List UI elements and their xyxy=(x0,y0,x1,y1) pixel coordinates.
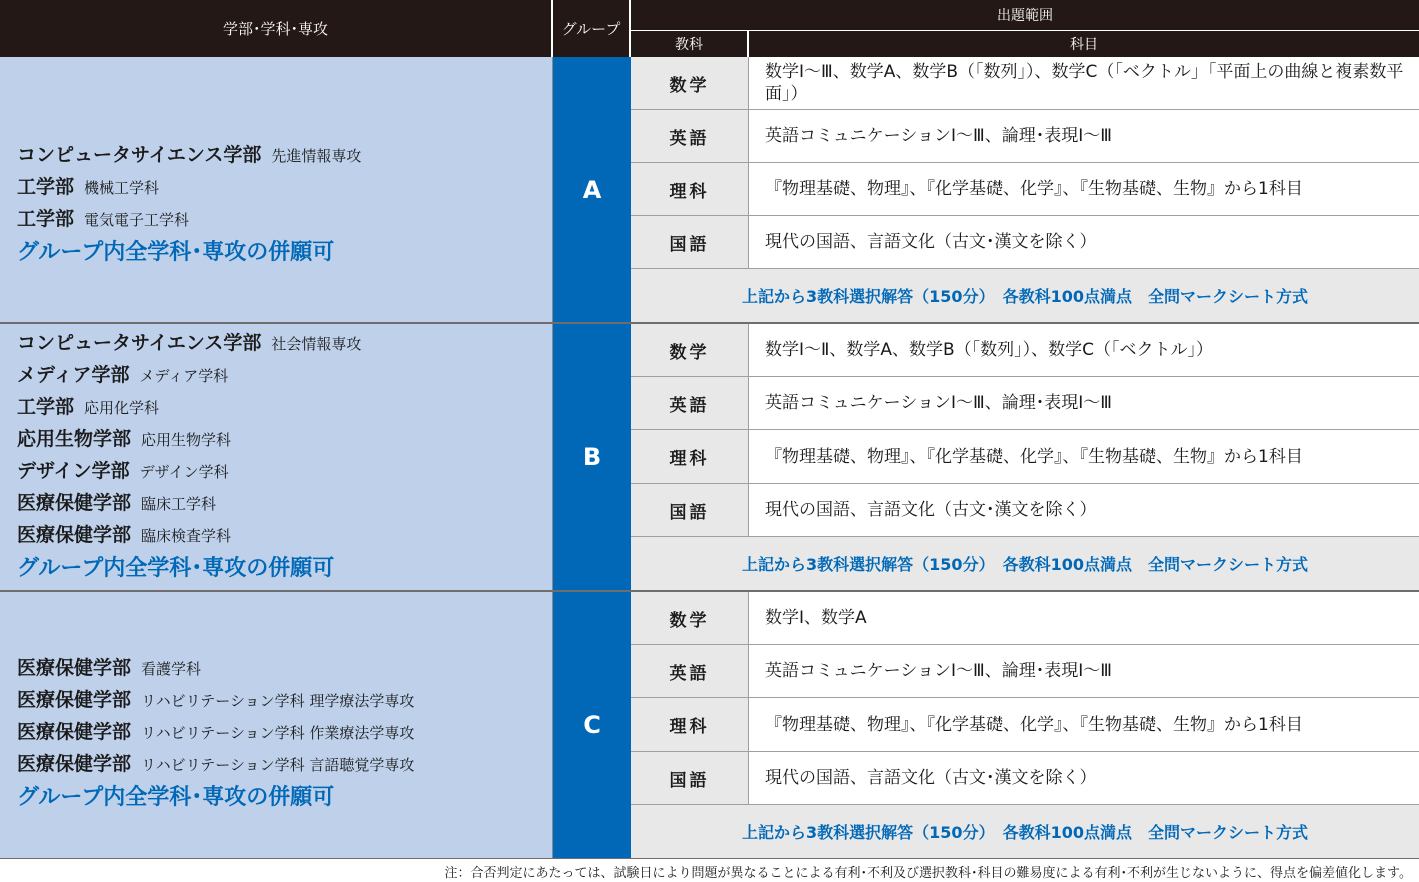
subject-name: 数学 xyxy=(669,342,710,363)
group-note: グループ内全学科･専攻の併願可 xyxy=(17,785,335,810)
department-name: 応用化学科 xyxy=(84,399,160,417)
dept-line xyxy=(17,455,552,487)
dept-line xyxy=(17,203,552,235)
course-english xyxy=(749,377,1419,430)
course-text: 『物理基礎、物理』、『化学基礎、化学』、『生物基礎、生物』から1科目 xyxy=(765,714,1303,735)
course-math xyxy=(749,324,1419,377)
faculty-name: 応用生物学部 xyxy=(17,428,132,450)
group-a-summary xyxy=(631,269,1419,322)
subject-english xyxy=(631,377,749,430)
department-name: リハビリテーション学科 作業療法学専攻 xyxy=(141,724,415,742)
department-name: 看護学科 xyxy=(141,660,202,678)
course-text: 現代の国語、言語文化（古文･漢文を除く） xyxy=(765,768,1097,788)
course-science xyxy=(749,430,1419,484)
course-text: 英語コミュニケーションⅠ～Ⅲ、論理･表現Ⅰ～Ⅲ xyxy=(765,126,1112,146)
footnote: 注：合否判定にあたっては、試験日により問題が異なることによる有利･不利及び選択教科･科目の難易度による有利･不利が生じないように、得点を偏差値化します。 xyxy=(444,866,1412,881)
faculty-name: 工学部 xyxy=(17,396,75,418)
course-japanese xyxy=(749,484,1419,537)
course-text: 数学Ⅰ、数学A xyxy=(765,608,867,628)
course-math xyxy=(749,57,1419,110)
faculty-name: コンピュータサイエンス学部 xyxy=(17,143,262,166)
group-label: B xyxy=(582,443,602,471)
dept-line xyxy=(17,487,552,519)
subject-name: 英語 xyxy=(669,128,710,149)
summary-text: 上記から3教科選択解答（150分） 各教科100点満点 全問マークシート方式 xyxy=(742,823,1308,842)
dept-line xyxy=(17,327,552,359)
faculty-name: コンピュータサイエンス学部 xyxy=(17,332,262,354)
group-b-summary xyxy=(631,537,1419,590)
dept-line xyxy=(17,171,552,203)
department-name: 応用生物学科 xyxy=(141,431,232,449)
subject-name: 国語 xyxy=(669,502,710,523)
course-text: 『物理基礎、物理』、『化学基礎、化学』、『生物基礎、生物』から1科目 xyxy=(765,446,1303,467)
table-bottom-border xyxy=(0,858,1419,859)
subject-math xyxy=(631,324,749,377)
subject-name: 国語 xyxy=(669,770,710,791)
group-label: C xyxy=(583,711,601,739)
dept-line xyxy=(17,684,552,716)
subject-japanese xyxy=(631,216,749,269)
subject-english xyxy=(631,110,749,163)
department-name: 臨床検査学科 xyxy=(141,527,232,545)
group-c-summary xyxy=(631,805,1419,858)
faculty-name: 工学部 xyxy=(17,207,75,230)
faculty-name: 医療保健学部 xyxy=(17,753,132,775)
subject-math xyxy=(631,57,749,110)
subject-name: 英語 xyxy=(669,663,710,684)
group-a-dept-cell xyxy=(0,57,553,322)
course-text: 現代の国語、言語文化（古文･漢文を除く） xyxy=(765,500,1097,520)
header-scope xyxy=(631,0,1419,30)
dept-line xyxy=(17,748,552,780)
faculty-name: デザイン学部 xyxy=(17,460,130,482)
subject-science xyxy=(631,430,749,484)
course-japanese xyxy=(749,216,1419,269)
dept-line xyxy=(17,391,552,423)
subject-name: 理科 xyxy=(669,181,710,202)
subject-name: 数学 xyxy=(669,75,710,96)
header-course xyxy=(749,31,1419,57)
group-note: グループ内全学科･専攻の併願可 xyxy=(17,556,335,581)
dept-line xyxy=(17,652,552,684)
faculty-name: メディア学部 xyxy=(17,364,130,386)
faculty-name: 医療保健学部 xyxy=(17,689,132,711)
dept-line xyxy=(17,139,552,171)
summary-text: 上記から3教科選択解答（150分） 各教科100点満点 全問マークシート方式 xyxy=(742,287,1308,306)
group-c-badge xyxy=(553,592,631,858)
group-label: A xyxy=(582,175,602,204)
subject-math xyxy=(631,592,749,645)
department-name: 先進情報専攻 xyxy=(271,146,362,165)
course-text: 英語コミュニケーションⅠ～Ⅲ、論理･表現Ⅰ～Ⅲ xyxy=(765,661,1112,681)
course-english xyxy=(749,645,1419,698)
header-subject xyxy=(631,31,747,57)
department-name: 電気電子工学科 xyxy=(84,210,190,229)
department-name: リハビリテーション学科 理学療法学専攻 xyxy=(141,692,415,710)
group-a-badge xyxy=(553,57,631,322)
dept-line xyxy=(17,716,552,748)
department-name: 臨床工学科 xyxy=(141,495,217,513)
subject-science xyxy=(631,163,749,216)
header-dept xyxy=(0,0,551,57)
faculty-name: 医療保健学部 xyxy=(17,524,132,546)
group-c-dept-cell xyxy=(0,592,553,858)
course-text: 『物理基礎、物理』、『化学基礎、化学』、『生物基礎、生物』から1科目 xyxy=(765,179,1303,199)
department-name: メディア学科 xyxy=(139,367,229,385)
faculty-name: 医療保健学部 xyxy=(17,721,132,743)
course-science xyxy=(749,163,1419,216)
dept-line xyxy=(17,519,552,551)
subject-japanese xyxy=(631,752,749,805)
dept-line xyxy=(17,359,552,391)
header-course-label: 科目 xyxy=(1070,37,1098,53)
subject-science xyxy=(631,698,749,752)
subject-japanese xyxy=(631,484,749,537)
group-b-dept-cell xyxy=(0,324,553,590)
subject-name: 国語 xyxy=(669,234,710,255)
department-name: デザイン学科 xyxy=(139,463,229,481)
department-name: リハビリテーション学科 言語聴覚学専攻 xyxy=(141,756,415,774)
course-japanese xyxy=(749,752,1419,805)
department-name: 社会情報専攻 xyxy=(271,335,362,353)
group-note: グループ内全学科･専攻の併願可 xyxy=(17,239,335,265)
subject-english xyxy=(631,645,749,698)
subject-name: 理科 xyxy=(669,717,710,737)
header-dept-label: 学部･学科･専攻 xyxy=(222,20,328,38)
subject-name: 理科 xyxy=(669,449,710,469)
faculty-name: 医療保健学部 xyxy=(17,492,132,514)
group-b-badge xyxy=(553,324,631,590)
course-text: 英語コミュニケーションⅠ～Ⅲ、論理･表現Ⅰ～Ⅲ xyxy=(765,393,1112,413)
department-name: 機械工学科 xyxy=(84,178,160,197)
header-group-label: グループ xyxy=(561,20,621,38)
header-group xyxy=(553,0,629,57)
dept-line xyxy=(17,423,552,455)
course-text: 数学Ⅰ～Ⅱ、数学A、数学B（「数列」）、数学C（「ベクトル」） xyxy=(765,340,1214,360)
course-text: 現代の国語、言語文化（古文･漢文を除く） xyxy=(765,232,1097,252)
course-text: 数学Ⅰ～Ⅲ、数学A、数学B（「数列」）、数学C（「ベクトル」「平面上の曲線と複素数平面」） xyxy=(765,62,1404,104)
summary-text: 上記から3教科選択解答（150分） 各教科100点満点 全問マークシート方式 xyxy=(742,555,1308,574)
faculty-name: 医療保健学部 xyxy=(17,657,132,679)
course-math xyxy=(749,592,1419,645)
subject-name: 数学 xyxy=(669,610,710,631)
course-science xyxy=(749,698,1419,752)
faculty-name: 工学部 xyxy=(17,175,75,198)
course-english xyxy=(749,110,1419,163)
header-scope-label: 出題範囲 xyxy=(997,8,1053,24)
subject-name: 英語 xyxy=(669,395,710,416)
header-subject-label: 教科 xyxy=(675,37,703,53)
